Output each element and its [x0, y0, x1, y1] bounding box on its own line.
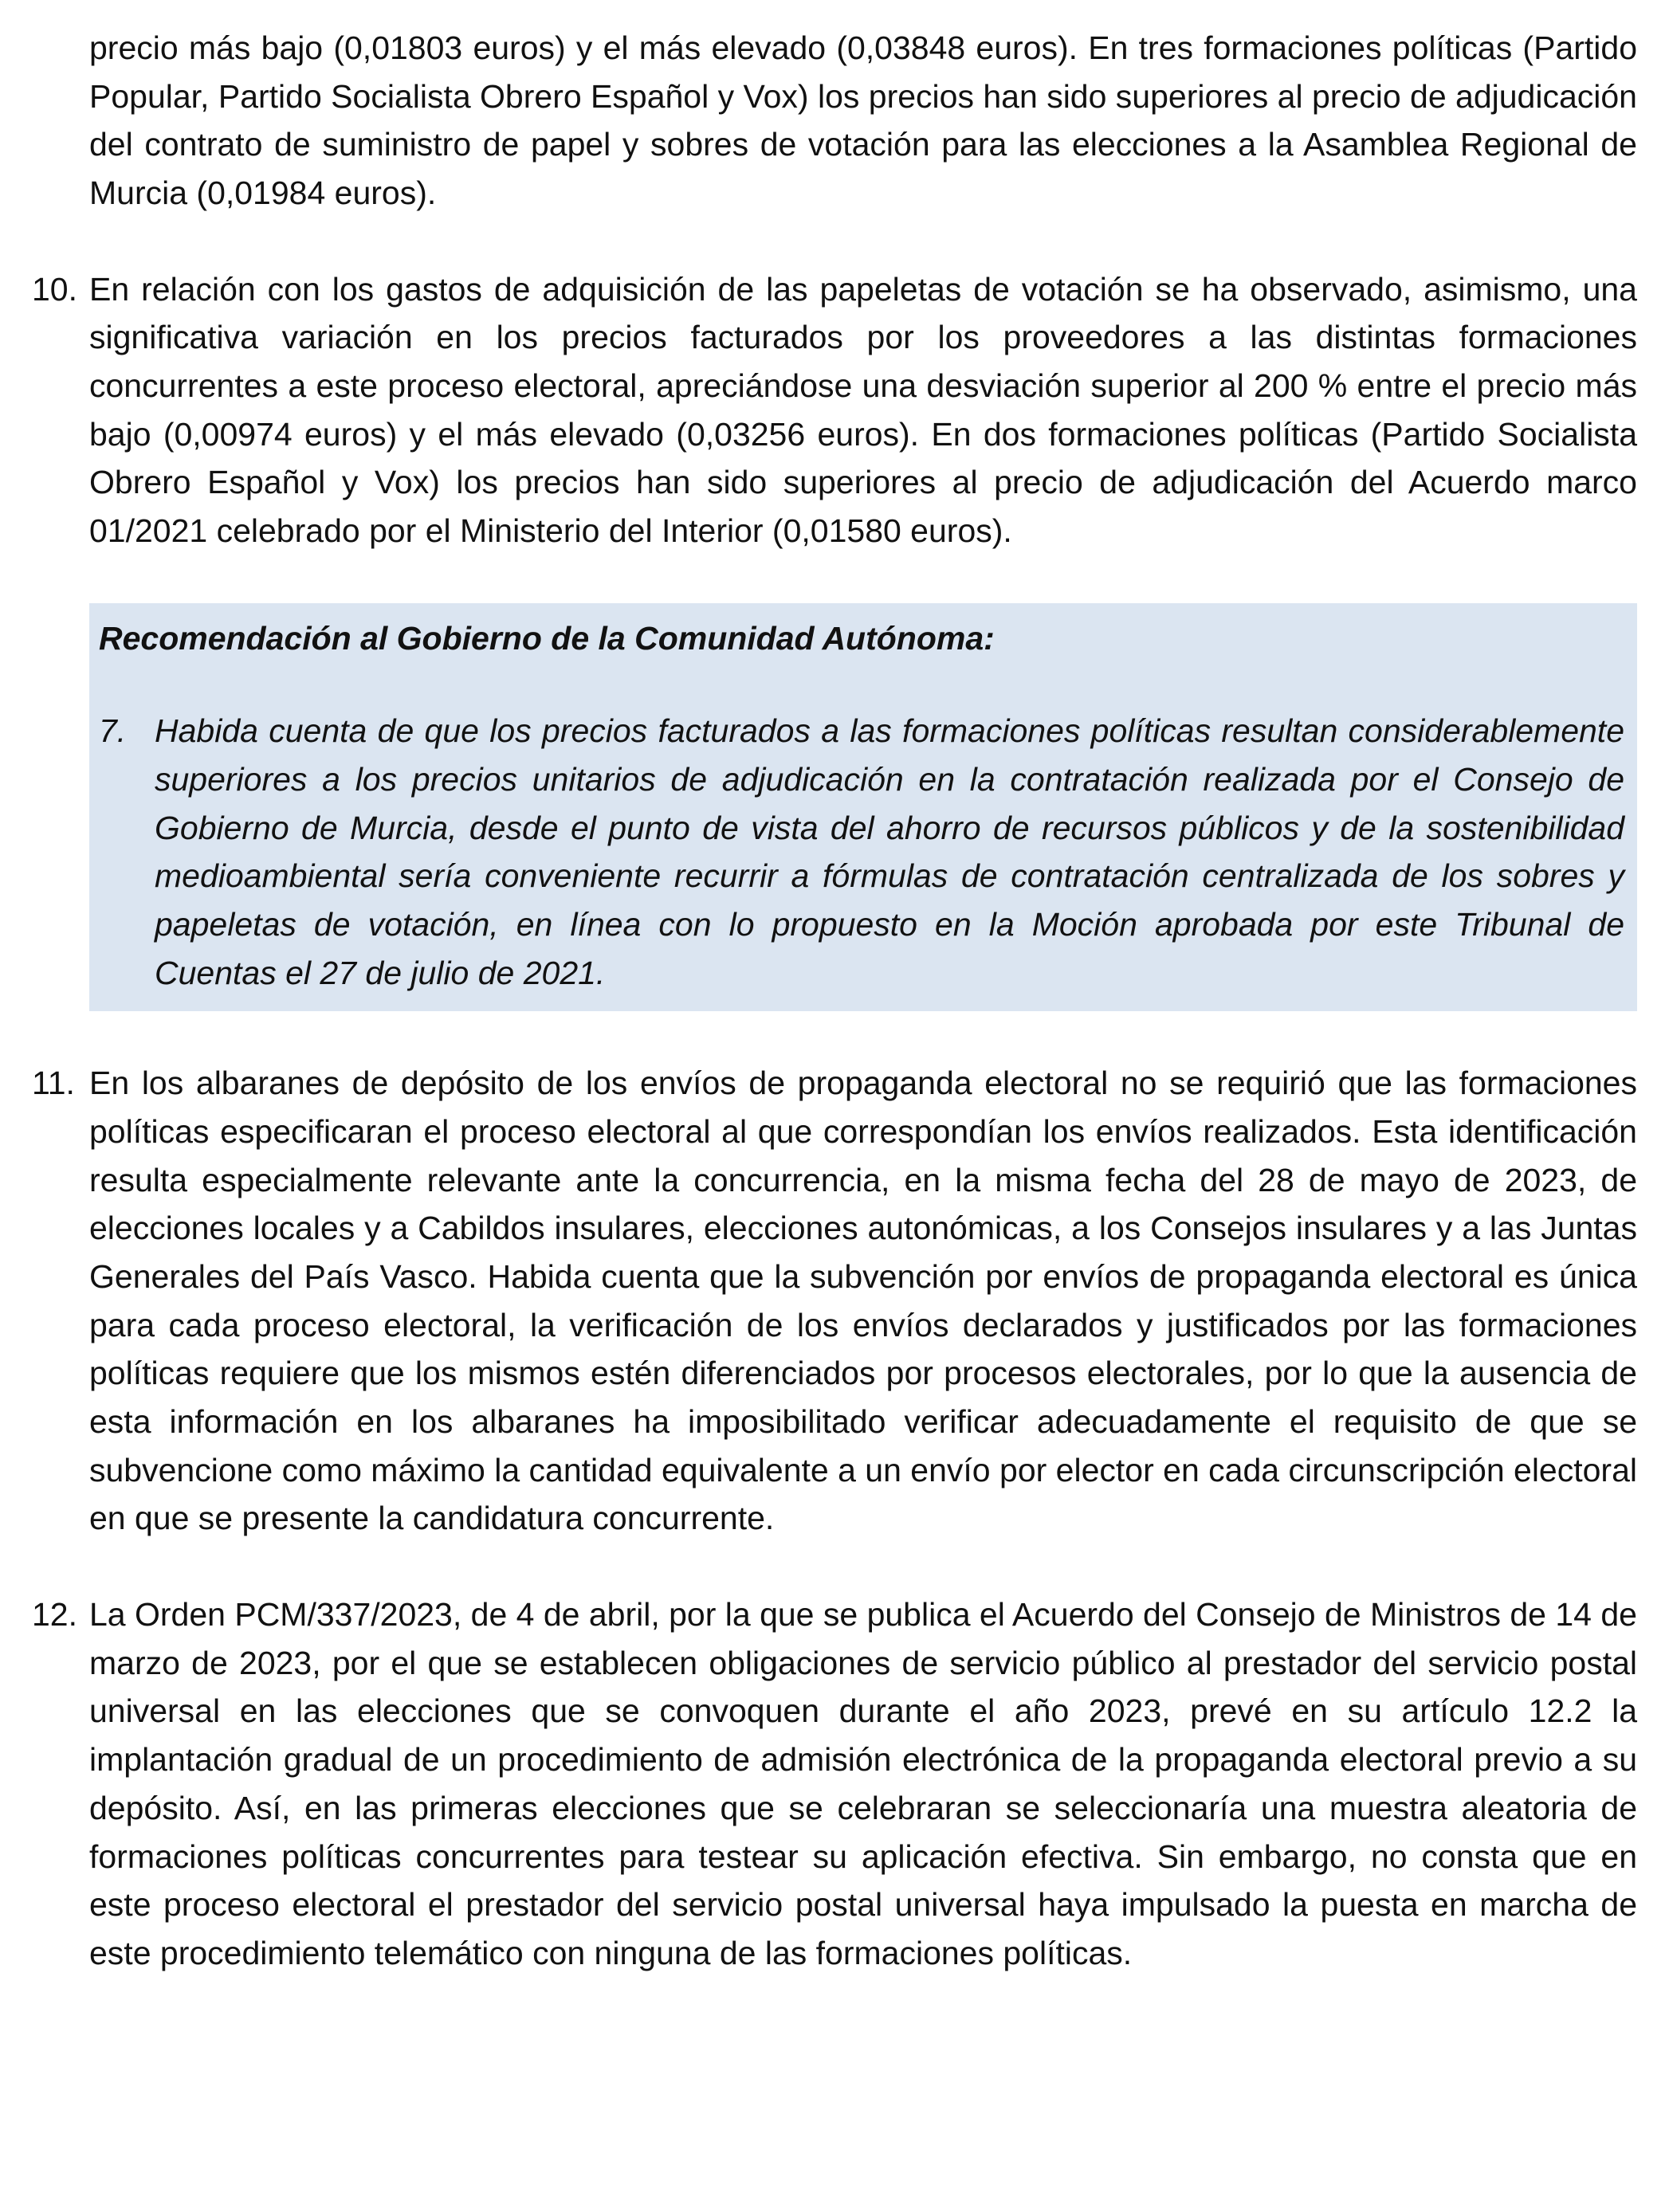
item-text-10: En relación con los gastos de adquisición de las papeletas de votación se ha observado, asimismo, una significativa variación en los precios facturados por los proveedores a las distintas formaciones concurrentes a este proceso electoral, apreciándose una desviación superior al 200 % entre el precio más bajo (0,00974 euros) y el más elevado (0,03256 euros). En dos formaciones políticas (Partido Socialista Obrero Español y Vox) los precios han sido superiores al precio de adjudicación del Acuerdo marco 01/2021 celebrado por el Ministerio del Interior (0,01580 euros). [89, 270, 1637, 550]
item-text-12: La Orden PCM/337/2023, de 4 de abril, por la que se publica el Acuerdo del Consejo de Ministros de 14 de marzo de 2023, por el que se establecen obligaciones de servicio público al prestador del servicio postal universal en las elecciones que se convoquen durante el año 2023, prevé en su artículo 12.2 la implantación gradual de un procedimiento de admisión electrónica de la propaganda electoral previo a su depósito. Así, en las primeras elecciones que se celebraran se seleccionaría una muestra aleatoria de formaciones políticas concurrentes para testear su aplicación efectiva. Sin embargo, no consta que en este proceso electoral el prestador del servicio postal universal haya impulsado la puesta en marcha de este procedimiento telemático con ninguna de las formaciones políticas. [89, 1596, 1637, 1971]
recommendation-item [99, 707, 1624, 997]
item-text-7: Habida cuenta de que los precios facturados a las formaciones políticas resultan considerablemente superiores a los precios unitarios de adjudicación en la contratación realizada por el Consejo de Gobierno de Murcia, desde el punto de vista del ahorro de recursos públicos y de la sostenibilidad medioambiental sería conveniente recurrir a fórmulas de contratación centralizada de los sobres y papeletas de votación, en línea con lo propuesto en la Moción aprobada por este Tribunal de Cuentas el 27 de julio de 2021. [155, 712, 1624, 991]
recommendation-title: Recomendación al Gobierno de la Comunidad Autónoma: [99, 619, 995, 657]
item-number-12: 12. [32, 1596, 77, 1634]
list-item-12 [32, 1590, 1637, 1977]
paragraph-continuation: precio más bajo (0,01803 euros) y el más elevado (0,03848 euros). En tres formaciones políticas (Partido Popular, Partido Socialista Obrero Español y Vox) los precios han sido superiores al precio de adjudicación del contrato de suministro de papel y sobres de votación para las elecciones a la Asamblea Regional de Murcia (0,01984 euros). [89, 29, 1637, 212]
recommendation-box [89, 603, 1637, 1012]
item-number-10: 10. [32, 270, 77, 308]
list-item-10 [32, 265, 1637, 555]
item-text-11: En los albaranes de depósito de los envíos de propaganda electoral no se requirió que las formaciones políticas especificaran el proceso electoral al que correspondían los envíos realizados. Esta identificación resulta especialmente relevante ante la concurrencia, en la misma fecha del 28 de mayo de 2023, de elecciones locales y a Cabildos insulares, elecciones autonómicas, a los Consejos insulares y a las Juntas Generales del País Vasco. Habida cuenta que la subvención por envíos de propaganda electoral es única para cada proceso electoral, la verificación de los envíos declarados y justificados por las formaciones políticas requiere que los mismos estén diferenciados por procesos electorales, por lo que la ausencia de esta información en los albaranes ha imposibilitado verificar adecuadamente el requisito de que se subvencione como máximo la cantidad equivalente a un envío por elector en cada circunscripción electoral en que se presente la candidatura concurrente. [89, 1065, 1637, 1537]
list-item-11 [32, 1059, 1637, 1543]
item-number-7: 7. [99, 712, 127, 750]
item-number-11: 11. [32, 1065, 75, 1102]
